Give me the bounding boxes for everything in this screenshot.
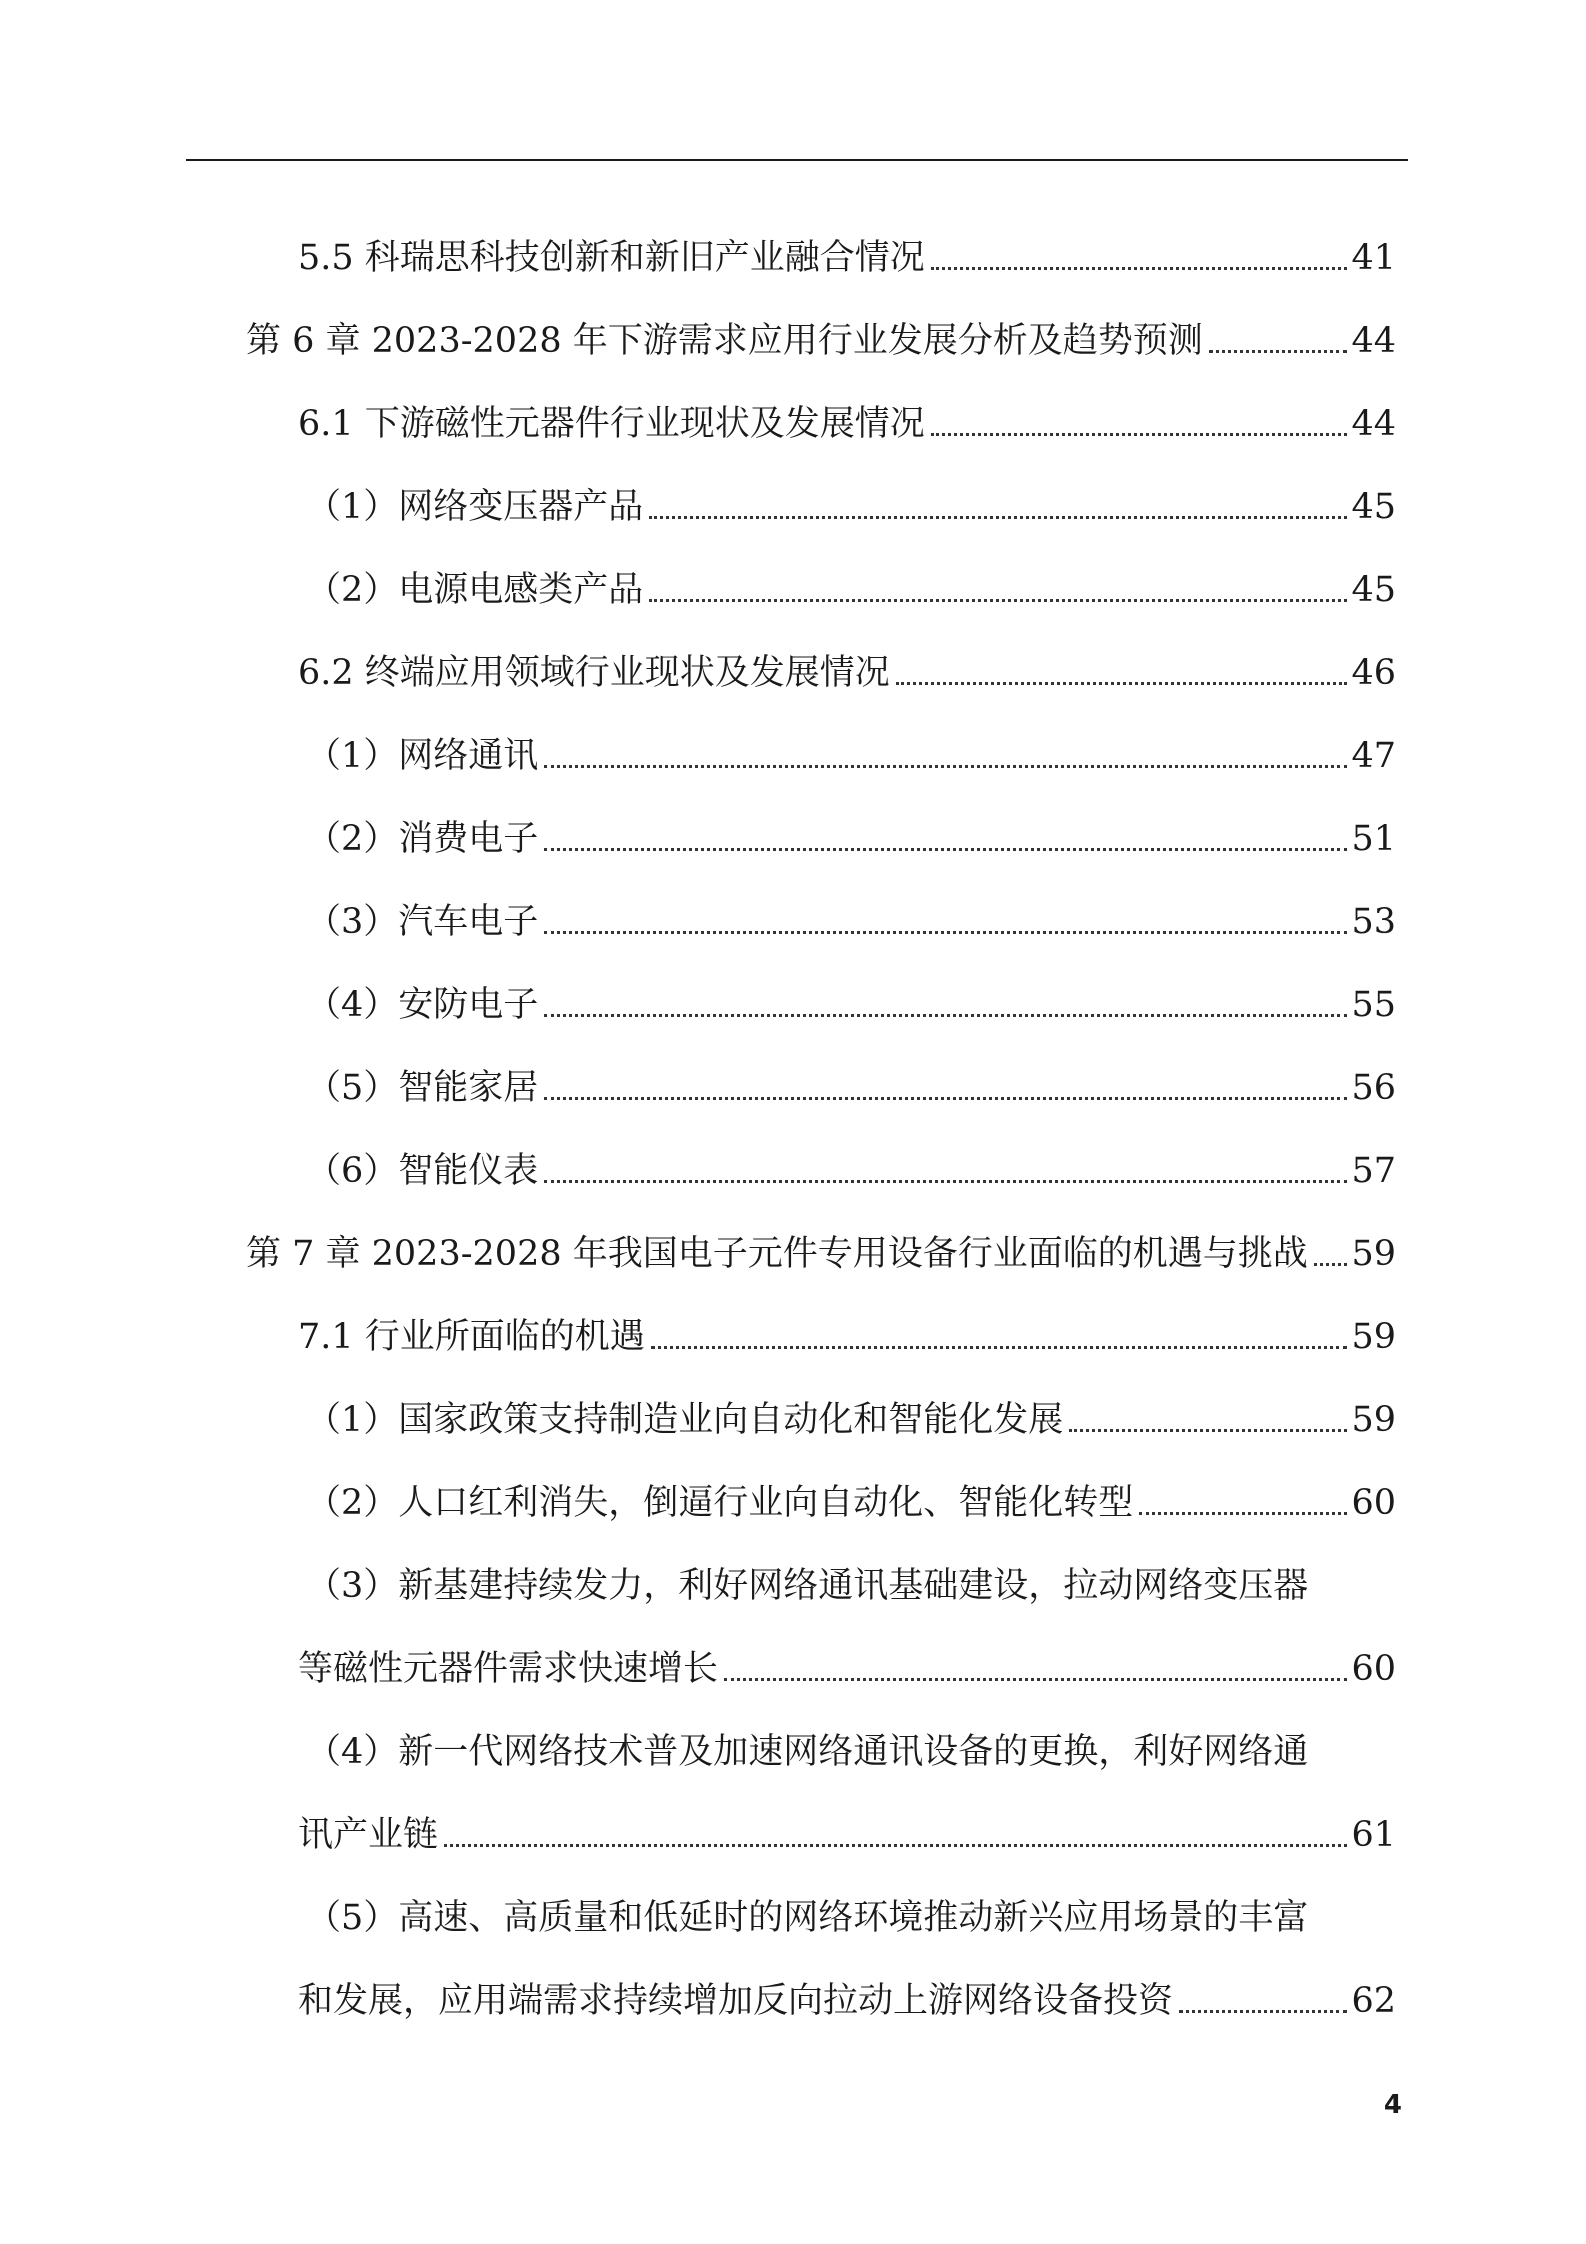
toc-entry-page: 59	[1351, 1400, 1396, 1440]
toc-entry-page: 44	[1351, 404, 1396, 444]
toc-entry[interactable]	[306, 1880, 1396, 1940]
toc-entry-page: 59	[1351, 1234, 1396, 1274]
toc-entry-title: 第 6 章 2023-2028 年下游需求应用行业发展分析及趋势预测	[246, 321, 1203, 361]
toc-entry[interactable]	[306, 884, 1396, 944]
toc-entry[interactable]	[306, 1382, 1396, 1442]
toc-entry-page: 55	[1351, 985, 1396, 1025]
toc-dot-leader	[896, 682, 1348, 685]
toc-entry[interactable]	[298, 1963, 1396, 2023]
toc-entry-title: （5）智能家居	[306, 1068, 539, 1108]
toc-dot-leader	[1209, 350, 1348, 353]
toc-dot-leader	[649, 516, 1347, 519]
toc-entry-title: （6）智能仪表	[306, 1151, 539, 1191]
header-rule	[186, 159, 1408, 161]
toc-entry-title: （3）新基建持续发力，利好网络通讯基础建设，拉动网络变压器	[306, 1566, 1309, 1606]
toc-entry-title: （3）汽车电子	[306, 902, 539, 942]
toc-entry-title: 6.2 终端应用领域行业现状及发展情况	[298, 653, 890, 693]
toc-dot-leader	[544, 765, 1347, 768]
toc-entry-title: （1）国家政策支持制造业向自动化和智能化发展	[306, 1400, 1064, 1440]
toc-entry-page: 61	[1351, 1815, 1396, 1855]
toc-entry-title: （4）安防电子	[306, 985, 539, 1025]
toc-dot-leader	[1069, 1429, 1347, 1432]
toc-entry-title: 6.1 下游磁性元器件行业现状及发展情况	[298, 404, 925, 444]
toc-dot-leader	[724, 1678, 1347, 1681]
toc-entry-title: （2）电源电感类产品	[306, 570, 644, 610]
toc-entry-title: 等磁性元器件需求快速增长	[298, 1649, 719, 1689]
toc-entry[interactable]	[306, 718, 1396, 778]
toc-entry-page: 59	[1351, 1317, 1396, 1357]
toc-entry[interactable]	[306, 1050, 1396, 1110]
toc-entry-title: （2）人口红利消失，倒逼行业向自动化、智能化转型	[306, 1483, 1134, 1523]
toc-entry[interactable]	[246, 1216, 1396, 1276]
toc-entry-page: 44	[1351, 321, 1396, 361]
toc-entry[interactable]	[298, 1631, 1396, 1691]
toc-entry-title: 7.1 行业所面临的机遇	[298, 1317, 645, 1357]
toc-dot-leader	[1314, 1263, 1348, 1266]
toc-entry-page: 62	[1351, 1981, 1396, 2021]
toc-entry[interactable]	[306, 469, 1396, 529]
toc-dot-leader	[544, 1014, 1347, 1017]
toc-entry[interactable]	[306, 1133, 1396, 1193]
toc-entry-title: （5）高速、高质量和低延时的网络环境推动新兴应用场景的丰富	[306, 1898, 1309, 1938]
toc-entry-page: 57	[1351, 1151, 1396, 1191]
toc-entry-page: 60	[1351, 1649, 1396, 1689]
toc-entry[interactable]	[306, 1465, 1396, 1525]
toc-dot-leader	[544, 931, 1347, 934]
toc-entry-page: 41	[1351, 238, 1396, 278]
toc-entry-page: 46	[1351, 653, 1396, 693]
toc-entry-title: 讯产业链	[298, 1815, 439, 1855]
toc-entry-title: （2）消费电子	[306, 819, 539, 859]
toc-entry[interactable]	[306, 967, 1396, 1027]
toc-entry-page: 53	[1351, 902, 1396, 942]
toc-entry-title: 5.5 科瑞思科技创新和新旧产业融合情况	[298, 238, 925, 278]
toc-dot-leader	[444, 1844, 1347, 1847]
toc-entry-title: 第 7 章 2023-2028 年我国电子元件专用设备行业面临的机遇与挑战	[246, 1234, 1308, 1274]
toc-dot-leader	[931, 267, 1348, 270]
toc-dot-leader	[1179, 2010, 1347, 2013]
toc-entry[interactable]	[298, 386, 1396, 446]
toc-entry-page: 51	[1351, 819, 1396, 859]
toc-dot-leader	[931, 433, 1348, 436]
toc-dot-leader	[544, 1097, 1347, 1100]
toc-entry[interactable]	[306, 1714, 1396, 1774]
toc-dot-leader	[1139, 1512, 1347, 1515]
toc-dot-leader	[544, 848, 1347, 851]
toc-dot-leader	[544, 1180, 1347, 1183]
toc-entry[interactable]	[298, 1299, 1396, 1359]
toc-entry-page: 60	[1351, 1483, 1396, 1523]
toc-dot-leader	[649, 599, 1347, 602]
toc-entry-page: 45	[1351, 570, 1396, 610]
toc-entry[interactable]	[306, 552, 1396, 612]
toc-entry-title: （1）网络变压器产品	[306, 487, 644, 527]
toc-entry-title: 和发展，应用端需求持续增加反向拉动上游网络设备投资	[298, 1981, 1174, 2021]
toc-entry-title: （4）新一代网络技术普及加速网络通讯设备的更换，利好网络通	[306, 1732, 1309, 1772]
toc-entry[interactable]	[298, 1797, 1396, 1857]
toc-entry-title: （1）网络通讯	[306, 736, 539, 776]
toc-entry[interactable]	[306, 801, 1396, 861]
toc-entry-page: 47	[1351, 736, 1396, 776]
toc-entry[interactable]	[298, 220, 1396, 280]
toc-dot-leader	[651, 1346, 1348, 1349]
page-number: 4	[1383, 2090, 1402, 2120]
toc-entry[interactable]	[246, 303, 1396, 363]
toc-entry-page: 56	[1351, 1068, 1396, 1108]
toc-entry-page: 45	[1351, 487, 1396, 527]
toc-entry[interactable]	[298, 635, 1396, 695]
toc-entry[interactable]	[306, 1548, 1396, 1608]
